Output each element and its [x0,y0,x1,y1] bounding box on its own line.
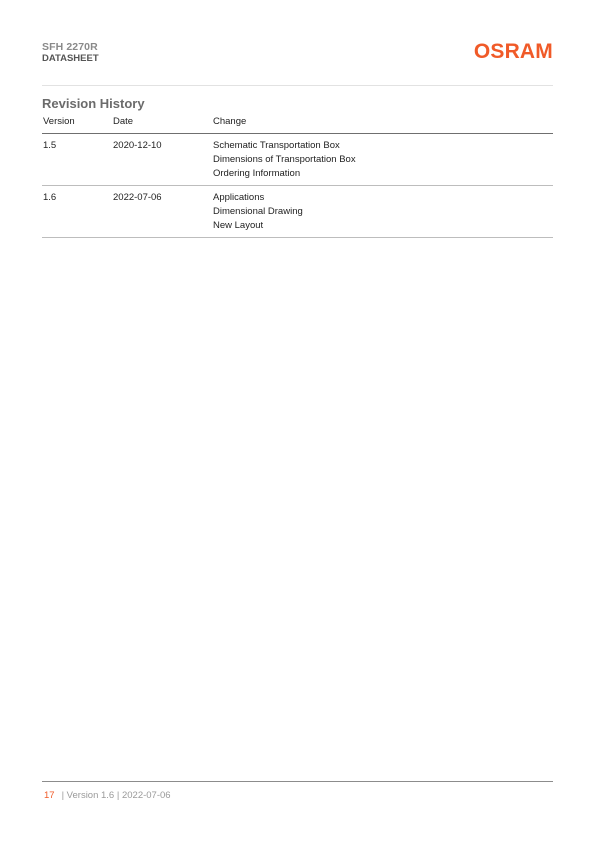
column-header-version: Version [43,116,75,127]
change-item: Ordering Information [213,168,301,179]
date-cell: 2020-12-10 [113,140,162,151]
table-row [42,186,553,238]
revision-history-table [42,115,553,238]
footer-divider [42,781,553,782]
change-cell [213,139,553,181]
change-item: Dimensional Drawing [213,206,303,217]
change-cell [213,191,553,233]
table-row [42,134,553,186]
column-header-change: Change [213,116,247,127]
document-header [42,41,99,64]
change-item: Schematic Transportation Box [213,140,340,151]
section-title: Revision History [42,96,145,111]
document-type: DATASHEET [42,53,99,64]
header-divider [42,85,553,86]
version-cell: 1.5 [43,140,57,151]
date-cell: 2022-07-06 [113,192,162,203]
column-header-date: Date [113,116,134,127]
table-header-row [42,115,553,134]
version-cell: 1.6 [43,192,57,203]
change-item: Dimensions of Transportation Box [213,154,356,165]
product-name: SFH 2270R [42,41,98,53]
change-item: New Layout [213,220,264,231]
footer-version-info: | Version 1.6 | 2022-07-06 [61,790,171,801]
page-footer [44,790,171,802]
osram-logo: OSRAM [473,40,553,63]
change-item: Applications [213,192,265,203]
page-number: 17 [44,790,55,801]
